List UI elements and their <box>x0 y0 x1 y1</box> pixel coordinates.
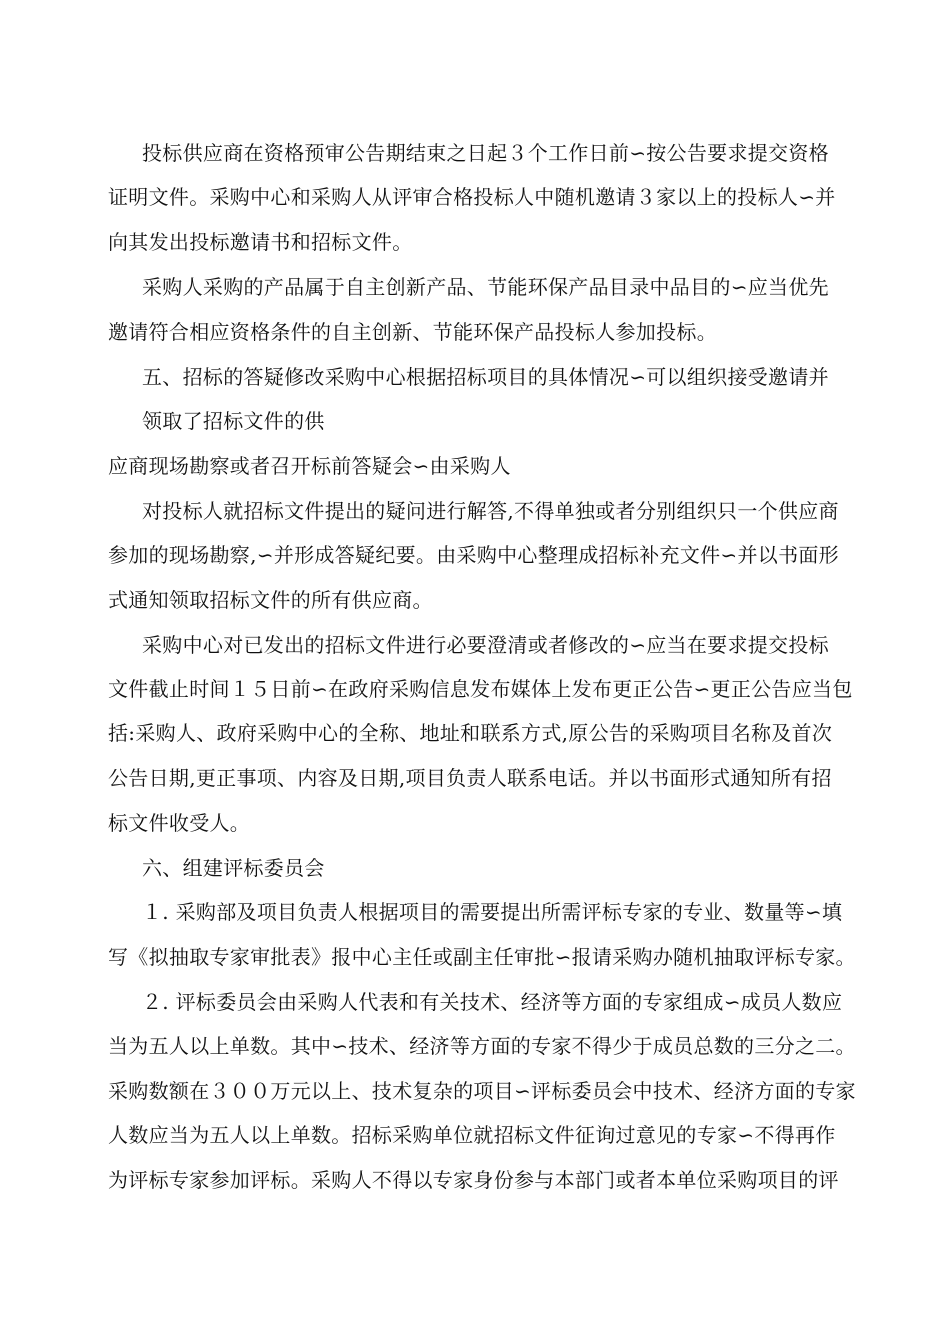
text-line: 投标供应商在资格预审公告期结束之日起３个工作日前∽按公告要求提交资格 <box>142 141 829 165</box>
text-line: 邀请符合相应资格条件的自主创新、节能环保产品投标人参加投标。 <box>108 320 717 344</box>
text-line: 写《拟抽取专家审批表》报中心主任或副主任审批∽报请采购办随机抽取评标专家。 <box>108 945 856 969</box>
text-line: 对投标人就招标文件提出的疑问进行解答,不得单独或者分别组织只一个供应商 <box>142 499 839 523</box>
text-line: 标文件收受人。 <box>108 811 251 835</box>
text-line: 应商现场勘察或者召开标前答疑会∽由采购人 <box>108 454 511 478</box>
text-line: 括:采购人、政府采购中心的全称、地址和联系方式,原公告的采购项目名称及首次 <box>108 721 833 745</box>
text-line: ２. 评标委员会由采购人代表和有关技术、经济等方面的专家组成∽成员人数应 <box>142 990 843 1014</box>
text-line: 人数应当为五人以上单数。招标采购单位就招标文件征询过意见的专家∽不得再作 <box>108 1123 836 1147</box>
text-line: 文件截止时间１５日前∽在政府采购信息发布媒体上发布更正公告∽更正公告应当包 <box>108 677 853 701</box>
text-line: 采购数额在３００万元以上、技术复杂的项目∽评标委员会中技术、经济方面的专家 <box>108 1079 856 1103</box>
text-line: 式通知领取招标文件的所有供应商。 <box>108 588 433 612</box>
text-line: 证明文件。采购中心和采购人从评审合格投标人中随机邀请３家以上的投标人∽并 <box>108 185 836 209</box>
text-line: 公告日期,更正事项、内容及日期,项目负责人联系电话。并以书面形式通知所有招 <box>108 766 832 790</box>
text-line: 采购人采购的产品属于自主创新产品、节能环保产品目录中品目的∽应当优先 <box>142 275 829 299</box>
text-line: 采购中心对已发出的招标文件进行必要澄清或者修改的∽应当在要求提交投标 <box>142 633 829 657</box>
section-heading: 六、组建评标委员会 <box>142 856 325 880</box>
text-line: 五、招标的答疑修改采购中心根据招标项目的具体情况∽可以组织接受邀请并 <box>142 365 829 389</box>
text-line: １. 采购部及项目负责人根据项目的需要提出所需评标专家的专业、数量等∽填 <box>142 900 843 924</box>
text-line: 领取了招标文件的供 <box>142 409 325 433</box>
text-line: 当为五人以上单数。其中∽技术、经济等方面的专家不得少于成员总数的三分之二。 <box>108 1034 856 1058</box>
text-line: 向其发出投标邀请书和招标文件。 <box>108 230 413 254</box>
text-line: 为评标专家参加评标。采购人不得以专家身份参与本部门或者本单位采购项目的评 <box>108 1168 839 1192</box>
text-line: 参加的现场勘察,∽并形成答疑纪要。由采购中心整理成招标补充文件∽并以书面形 <box>108 543 839 567</box>
